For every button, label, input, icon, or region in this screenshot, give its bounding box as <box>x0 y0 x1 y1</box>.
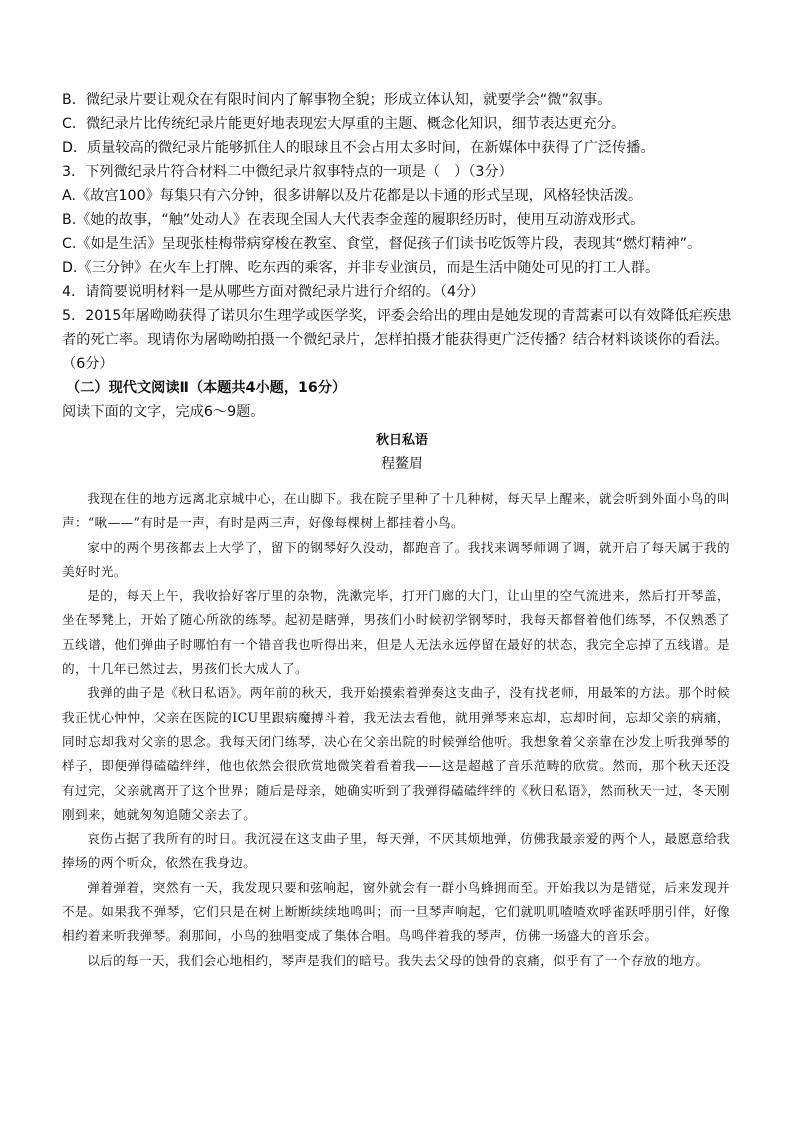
q2-option-d: D．质量较高的微纪录片能够抓住人的眼球且不会占用太多时间，在新媒体中获得了广泛传播。 <box>62 140 655 156</box>
q2-option-c: C．微纪录片比传统纪录片能更好地表现宏大厚重的主题、概念化知识，细节表达更充分。 <box>62 116 626 132</box>
story-paragraph: 哀伤占据了我所有的时日。我沉浸在这支曲子里，每天弹，不厌其烦地弹，仿佛我最亲爱的两个人，最愿意给我捧场的两个听众，依然在我身边。 <box>62 831 730 871</box>
story-paragraph: 是的，每天上午，我收拾好客厅里的杂物，洗漱完毕，打开门廊的大门，让山里的空气流进来，然后打开琴盖，坐在琴凳上，开始了随心所欲的练琴。起初是瞎弹，男孩们小时候初学钢琴时，我每天都督着他们练琴，不仅熟悉了五线谱，他们弹曲子时哪怕有一个错音我也听得出来，但是人无法永远停留在最好的状态，我完全忘掉了五线谱。是的，十几年已然过去，男孩们长大成人了。 <box>62 588 730 677</box>
story-author: 程鳌眉 <box>381 456 423 472</box>
story-paragraph: 我弹的曲子是《秋日私语》。两年前的秋天，我开始摸索着弹奏这支曲子，没有找老师，用最笨的方法。那个时候我正忧心忡忡，父亲在医院的ICU里跟病魔搏斗着，我无法去看他，就用弹琴来忘却，忘却时间，忘却父亲的病痛，同时忘却我对父亲的思念。我每天闭门练琴，决心在父亲出院的时候弹给他听。我想象着父亲靠在沙发上听我弹琴的样子，即便弹得磕磕绊绊，他也依然会很欣赏地微笑着看着我——这是超越了音乐范畴的欣赏。然而，那个秋天还没有过完，父亲就离开了这个世界；随后是母亲，她确实听到了我弹得磕磕绊绊的《秋日私语》，然而秋天一过，冬天刚刚到来，她就匆匆追随父亲去了。 <box>62 685 730 822</box>
q4-stem: 4．请简要说明材料一是从哪些方面对微纪录片进行介绍的。（4分） <box>62 284 485 300</box>
section-title: （二）现代文阅读Ⅱ（本题共4小题，16分） <box>66 380 347 396</box>
q3-option-b: B.《她的故事，“触”处动人》在表现全国人大代表李金莲的履职经历时，使用互动游戏形式。 <box>62 212 645 228</box>
q2-option-b: B．微纪录片要让观众在有限时间内了解事物全貌；形成立体认知，就要学会“微”叙事。 <box>62 92 612 108</box>
q3-option-a: A.《故宫100》每集只有六分钟，很多讲解以及片花都是以卡通的形式呈现，风格轻快活泼。 <box>62 188 643 204</box>
questions-block <box>62 88 742 476</box>
story-paragraph: 弹着弹着，突然有一天，我发现只要和弦响起，窗外就会有一群小鸟蜂拥而至。开始我以为是错觉，后来发现并不是。如果我不弹琴，它们只是在树上断断续续地鸣叫；而一旦琴声响起，它们就叽叽喳喳欢呼雀跃呼朋引伴，好像相约着来听我弹琴。刹那间，小鸟的独唱变成了集体合唱。鸟鸣伴着我的琴声，仿佛一场盛大的音乐会。 <box>62 879 730 944</box>
story-body <box>62 487 730 973</box>
story-paragraph: 我现在住的地方远离北京城中心，在山脚下。我在院子里种了十几种树，每天早上醒来，就会听到外面小鸟的叫声：“啾——”有时是一声，有时是两三声，好像每棵树上都挂着小鸟。 <box>62 491 730 531</box>
story-title: 秋日私语 <box>375 433 428 448</box>
q5-score: （6分） <box>62 356 114 372</box>
q5-line-1: 5．2015年屠呦呦获得了诺贝尔生理学或医学奖，评委会给出的理由是她发现的青蒿素可以有效降低疟疾患 <box>62 308 732 324</box>
section-instruction: 阅读下面的文字，完成6～9题。 <box>62 404 265 420</box>
q3-option-d: D.《三分钟》在火车上打牌、吃东西的乘客，并非专业演员，而是生活中随处可见的打工人群。 <box>62 260 660 276</box>
story-paragraph: 家中的两个男孩都去上大学了，留下的钢琴好久没动，都跑音了。我找来调琴师调了调，就开启了每天属于我的美好时光。 <box>62 539 730 579</box>
q3-stem: 3．下列微纪录片符合材料二中微纪录片叙事特点的一项是（ ）（3分） <box>62 164 513 180</box>
story-paragraph: 以后的每一天，我们会心地相约，琴声是我们的暗号。我失去父母的蚀骨的哀痛，似乎有了一个存放的地方。 <box>87 952 709 968</box>
q5-line-2: 者的死亡率。现请你为屠呦呦拍摄一个微纪录片，怎样拍摄才能获得更广泛传播？结合材料谈谈你的看法。 <box>62 332 729 348</box>
q3-option-c: C.《如是生活》呈现张桂梅带病穿梭在教室、食堂，督促孩子们读书吃饭等片段，表现其“燃灯精神”。 <box>62 236 702 252</box>
